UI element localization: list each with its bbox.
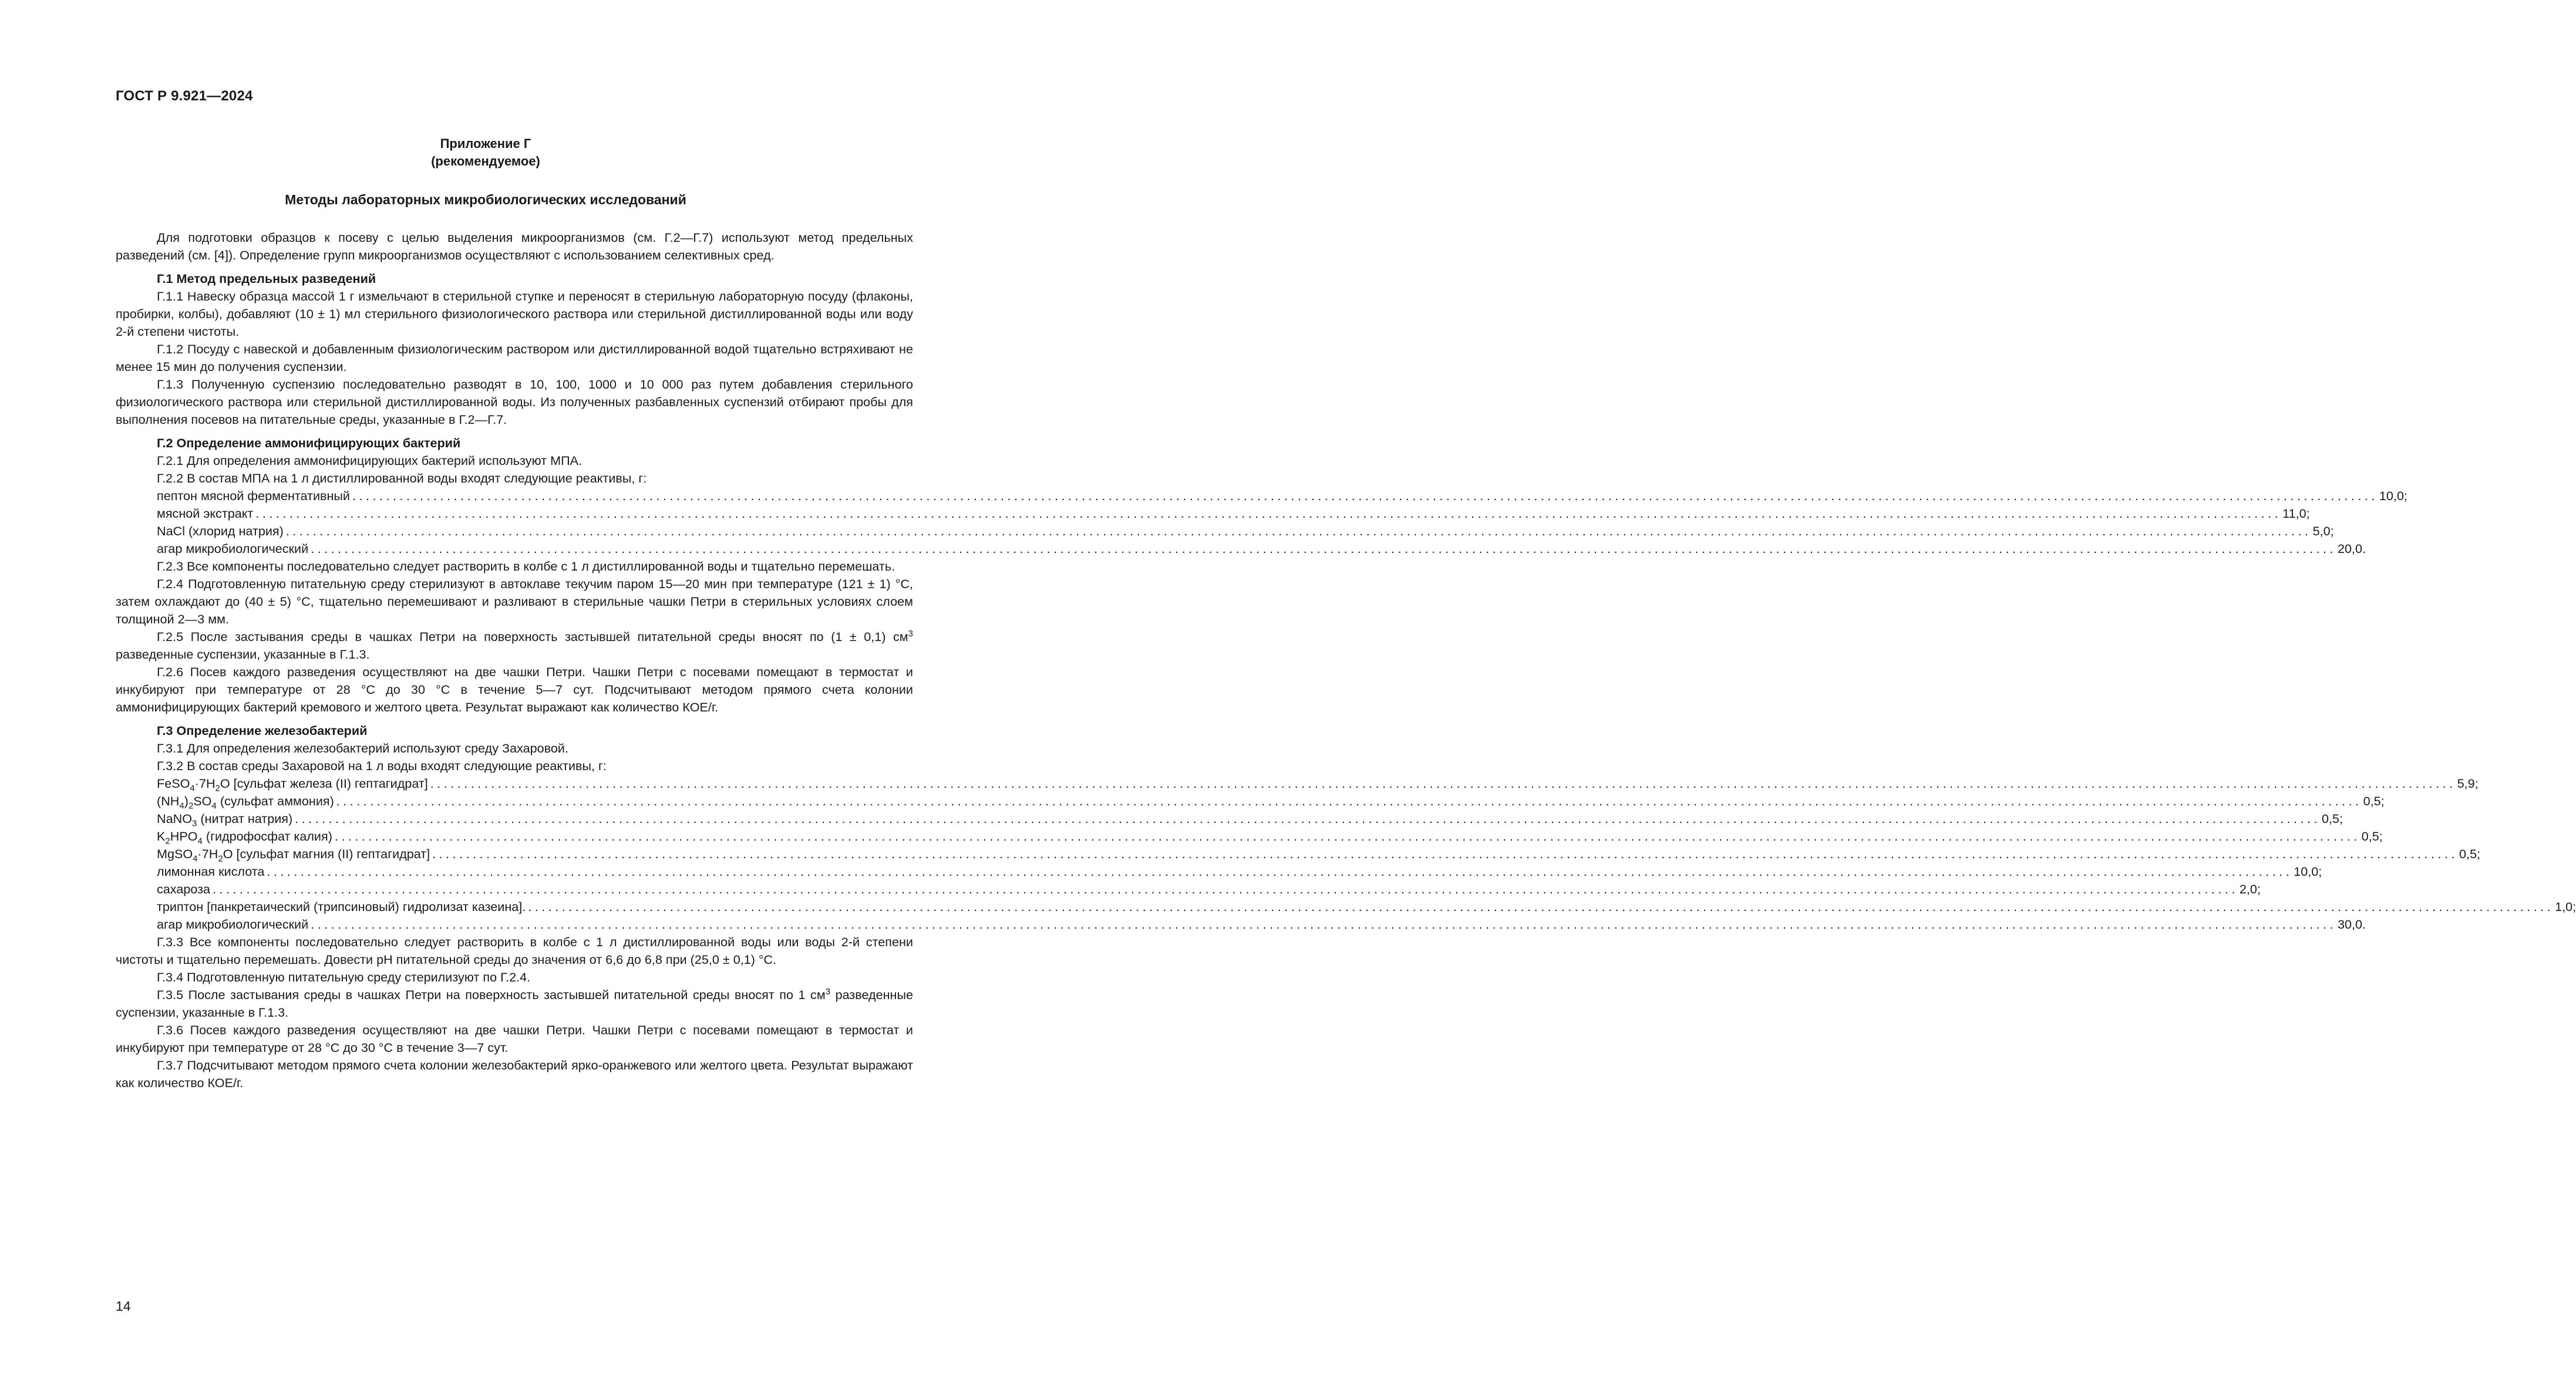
reagent-name: пептон мясной ферментативный xyxy=(157,488,350,503)
paragraph-g3-6: Г.3.6 Посев каждого разведения осуществляют на две чашки Петри. Чашки Петри с посевами помещают в термостат и инкубируют при температуре от 28 °С до 30 °С в течение 3—7 сут. xyxy=(116,1023,913,1055)
leader-dots: ............................................................................................................................................................................................................................................................................................................ xyxy=(352,488,2378,503)
paragraph-g3-3: Г.3.3 Все компоненты последовательно следует растворить в колбе с 1 л дистиллированной воды или воды 2-й степени чистоты и тщательно перемешать. Довести pH питательной среды до значения от 6,6 до 6,8 при (25,0 ± 0,1) °С. xyxy=(116,935,913,967)
paragraph-g3-7: Г.3.7 Подсчитывают методом прямого счета колонии железобактерий ярко-оранжевого или желтого цвета. Результат выражают как количество КОЕ/г. xyxy=(116,1058,913,1090)
reagent-amount: 5,9; xyxy=(2457,776,2479,791)
paragraph-g3-5 xyxy=(116,986,913,1021)
reagent-amount: 0,5; xyxy=(2459,846,2481,861)
paragraph-text: разведенные суспензии, указанные в Г.1.3. xyxy=(116,987,913,1020)
leader-dots: ............................................................................................................................................................................................................................................................................................................ xyxy=(311,541,2337,556)
leader-dots: ............................................................................................................................................................................................................................................................................................................ xyxy=(311,917,2337,932)
leader-dots: ............................................................................................................................................................................................................................................................................................................ xyxy=(285,524,2312,538)
leader-dots: ............................................................................................................................................................................................................................................................................................................ xyxy=(430,776,2456,791)
paragraph-g3-4: Г.3.4 Подготовленную питательную среду стерилизуют по Г.2.4. xyxy=(157,970,531,984)
annex-label: Приложение Г xyxy=(440,136,531,151)
reagent-item xyxy=(157,828,2383,846)
annex-title: Методы лабораторных микробиологических исследований xyxy=(285,192,686,207)
paragraph-g3-1: Г.3.1 Для определения железобактерий используют среду Захаровой. xyxy=(157,741,568,755)
reagent-name: мясной экстракт xyxy=(157,506,254,521)
reagent-amount: 0,5; xyxy=(2322,811,2343,826)
document-id: ГОСТ Р 9.921—2024 xyxy=(116,88,253,104)
leader-dots: ............................................................................................................................................................................................................................................................................................................ xyxy=(295,811,2321,826)
reagent-amount: 5,0; xyxy=(2312,524,2334,538)
reagent-item xyxy=(157,845,2481,864)
paragraph-text: Г.3.5 После застывания среды в чашках Петри на поверхность застывшей питательной среды вносят по 1 см xyxy=(157,987,826,1002)
paragraph-g1-1: Г.1.1 Навеску образца массой 1 г измельчают в стерильной ступке и переносят в стерильную лабораторную посуду (флаконы, пробирки, колбы), добавляют (10 ± 1) мл стерильного физиологического раствора или стерильной дистиллированной воды или воду 2-й степени чистоты. xyxy=(116,289,913,339)
reagent-amount: 10,0; xyxy=(2294,864,2322,879)
reagent-item xyxy=(157,898,2576,916)
reagent-amount: 11,0; xyxy=(2282,506,2310,521)
reagent-amount: 0,5; xyxy=(2363,794,2385,808)
section-heading-g1: Г.1 Метод предельных разведений xyxy=(157,271,376,286)
superscript: 3 xyxy=(908,628,913,639)
reagent-list-zakharova xyxy=(116,775,2576,933)
reagent-amount: 10,0; xyxy=(2379,488,2407,503)
paragraph-g2-2: Г.2.2 В состав МПА на 1 л дистиллированной воды входят следующие реактивы, г: xyxy=(157,471,647,485)
reagent-name: $MgSO_4\cdot 7H_2O$ [сульфат магния (II) гептагидрат] xyxy=(157,846,430,864)
paragraph-g3-2: Г.3.2 В состав среды Захаровой на 1 л воды входят следующие реактивы, г: xyxy=(157,758,607,773)
leader-dots: ............................................................................................................................................................................................................................................................................................................ xyxy=(528,899,2554,914)
reagent-amount: 20,0. xyxy=(2338,541,2366,556)
annex-heading xyxy=(0,135,971,170)
leader-dots: ............................................................................................................................................................................................................................................................................................................ xyxy=(334,829,2361,844)
paragraph-g2-4: Г.2.4 Подготовленную питательную среду стерилизуют в автоклаве текучим паром 15—20 мин при температуре (121 ± 1) °С, затем охлаждают до (40 ± 5) °С, тщательно перемешивают и разливают в стерильные чашки Петри в стерильных условиях слоем толщиной 2—3 мм. xyxy=(116,576,913,626)
paragraph-g2-1: Г.2.1 Для определения аммонифицирующих бактерий используют МПА. xyxy=(157,453,582,468)
reagent-amount: 0,5; xyxy=(2361,829,2383,844)
reagent-amount: 2,0; xyxy=(2239,882,2261,896)
reagent-item xyxy=(157,881,2261,898)
reagent-name: $FeSO_4\cdot 7H_2O$ [сульфат железа (II) гептагидрат] xyxy=(157,776,428,794)
reagent-amount: 1,0; xyxy=(2555,899,2576,914)
paragraph-g2-3: Г.2.3 Все компоненты последовательно следует растворить в колбе с 1 л дистиллированной воды и тщательно перемешать. xyxy=(157,559,895,574)
paragraph-g1-2: Г.1.2 Посуду с навеской и добавленным физиологическим раствором или дистиллированной водой тщательно встряхивают не менее 15 мин до получения суспензии. xyxy=(116,342,913,374)
reagent-name: триптон [панкретаический (трипсиновый) гидролизат казеина]. xyxy=(157,899,526,914)
leader-dots: ............................................................................................................................................................................................................................................................................................................ xyxy=(336,794,2362,808)
paragraph-g1-3: Г.1.3 Полученную суспензию последовательно разводят в 10, 100, 1000 и 10 000 раз путем добавления стерильного физиологического раствора или стерильной дистиллированной воды. Из полученных разбавленных суспензий отбирают пробы для выполнения посевов на питательные среды, указанные в Г.2—Г.7. xyxy=(116,377,913,427)
reagent-name: агар микробиологический xyxy=(157,541,309,556)
paragraph-text: разведенные суспензии, указанные в Г.1.3. xyxy=(116,647,370,662)
leader-dots: ............................................................................................................................................................................................................................................................................................................ xyxy=(267,864,2293,879)
reagent-item xyxy=(157,863,2322,881)
reagent-item xyxy=(157,775,2479,794)
annex-status: (рекомендуемое) xyxy=(431,154,540,168)
page-number: 14 xyxy=(116,1298,131,1314)
reagent-name: агар микробиологический xyxy=(157,917,309,932)
reagent-name: лимонная кислота xyxy=(157,864,265,879)
superscript: 3 xyxy=(825,986,831,997)
leader-dots: ............................................................................................................................................................................................................................................................................................................ xyxy=(432,846,2459,861)
paragraph-g2-5 xyxy=(116,628,913,663)
reagent-amount: 30,0. xyxy=(2338,917,2366,932)
reagent-name: сахароза xyxy=(157,882,211,896)
document-body xyxy=(116,229,2576,1092)
paragraph-text: Г.2.5 После застывания среды в чашках Петри на поверхность застывшей питательной среды вносят по (1 ± 0,1) см xyxy=(157,629,908,644)
reagent-item xyxy=(157,540,2366,558)
leader-dots: ............................................................................................................................................................................................................................................................................................................ xyxy=(255,506,2282,521)
intro-paragraph: Для подготовки образцов к посеву с целью выделения микроорганизмов (см. Г.2—Г.7) используют метод предельных разведений (см. [4]). Определение групп микроорганизмов осуществляют с использованием селективных сред. xyxy=(116,230,913,262)
reagent-list-mpa xyxy=(116,487,2407,558)
reagent-item xyxy=(157,810,2343,829)
section-heading-g2: Г.2 Определение аммонифицирующих бактерий xyxy=(157,436,461,450)
reagent-item xyxy=(157,792,2385,811)
paragraph-g2-6: Г.2.6 Посев каждого разведения осуществляют на две чашки Петри. Чашки Петри с посевами помещают в термостат и инкубируют при температуре от 28 °С до 30 °С в течение 5—7 сут. Подсчитывают методом прямого счета колонии аммонифицирующих бактерий кремового и желтого цвета. Результат выражают как количество КОЕ/г. xyxy=(116,664,913,714)
reagent-item xyxy=(157,916,2366,933)
reagent-item xyxy=(157,522,2334,540)
reagent-name: NaNO$_3$ (нитрат натрия) xyxy=(157,811,293,829)
section-heading-g3: Г.3 Определение железобактерий xyxy=(157,723,368,738)
reagent-name: $(NH_4)_2SO_4$ (сульфат аммония) xyxy=(157,794,334,811)
leader-dots: ............................................................................................................................................................................................................................................................................................................ xyxy=(213,882,2238,896)
reagent-item xyxy=(157,505,2310,522)
reagent-item xyxy=(157,487,2407,505)
reagent-name: $K_2HPO_4$ (гидрофосфат калия) xyxy=(157,829,332,846)
reagent-name: NaCl (хлорид натрия) xyxy=(157,524,284,538)
